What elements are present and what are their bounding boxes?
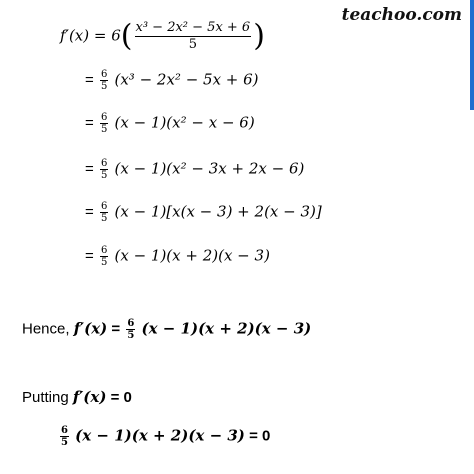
hence-fx: f′(x) xyxy=(73,319,108,338)
fraction-six-fifths: $\frac{6}{5}$ xyxy=(100,69,108,92)
hence-label: Hence, xyxy=(22,320,70,338)
fraction-six-fifths: $\frac{6}{5}$ xyxy=(100,158,108,181)
step-expression: (x − 1)(x² − x − 6) xyxy=(114,113,255,132)
step-line-3: = $\frac{6}{5}$ (x − 1)(x² − x − 6) xyxy=(85,112,255,135)
step-expression: (x − 1)(x² − 3x + 2x − 6) xyxy=(114,159,305,178)
fraction-six-fifths: $\frac{6}{5}$ xyxy=(100,245,108,268)
putting-label: Putting xyxy=(22,389,69,406)
putting-fx: f′(x) xyxy=(72,388,107,406)
fraction-denominator: 5 xyxy=(135,36,252,53)
hence-expression: (x − 1)(x + 2)(x − 3) xyxy=(141,319,312,338)
step-line-2: = $\frac{6}{5}$ (x³ − 2x² − 5x + 6) xyxy=(85,69,259,92)
step-expression: (x − 1)(x + 2)(x − 3) xyxy=(114,246,270,265)
putting-rhs: = 0 xyxy=(110,389,132,406)
step-expression: (x³ − 2x² − 5x + 6) xyxy=(114,70,259,89)
step-line-5: = $\frac{6}{5}$ (x − 1)[x(x − 3) + 2(x − 3)] xyxy=(85,201,322,224)
fraction-six-fifths: $\frac{6}{5}$ xyxy=(127,318,135,341)
final-rhs: = 0 xyxy=(249,427,271,445)
fraction-six-fifths: $\frac{6}{5}$ xyxy=(61,425,68,448)
step-line-6: = $\frac{6}{5}$ (x − 1)(x + 2)(x − 3) xyxy=(85,245,270,268)
teachoo-logo: teachoo.com xyxy=(341,5,462,25)
fraction-six-fifths: $\frac{6}{5}$ xyxy=(100,201,108,224)
fraction-six-fifths: $\frac{6}{5}$ xyxy=(100,112,108,135)
step-line-4: = $\frac{6}{5}$ (x − 1)(x² − 3x + 2x − 6) xyxy=(85,158,305,181)
fraction-numerator: x³ − 2x² − 5x + 6 xyxy=(135,20,251,35)
final-expression: (x − 1)(x + 2)(x − 3) xyxy=(75,426,245,445)
step-expression: (x − 1)[x(x − 3) + 2(x − 3)] xyxy=(114,202,322,221)
putting-line xyxy=(22,387,132,408)
final-equation xyxy=(58,425,270,448)
hence-line: Hence, f′(x) = $\frac{6}{5}$ (x − 1)(x + 2)(x − 3) xyxy=(22,318,312,341)
fraction xyxy=(135,20,252,53)
accent-bar xyxy=(470,0,474,110)
derivative-line: f′(x) = 6( $\frac{\text{x³ − 2x² − 5x + 6}}{5}$ ) xyxy=(60,18,265,54)
derivative-lhs: f′(x) = 6 xyxy=(60,26,121,45)
